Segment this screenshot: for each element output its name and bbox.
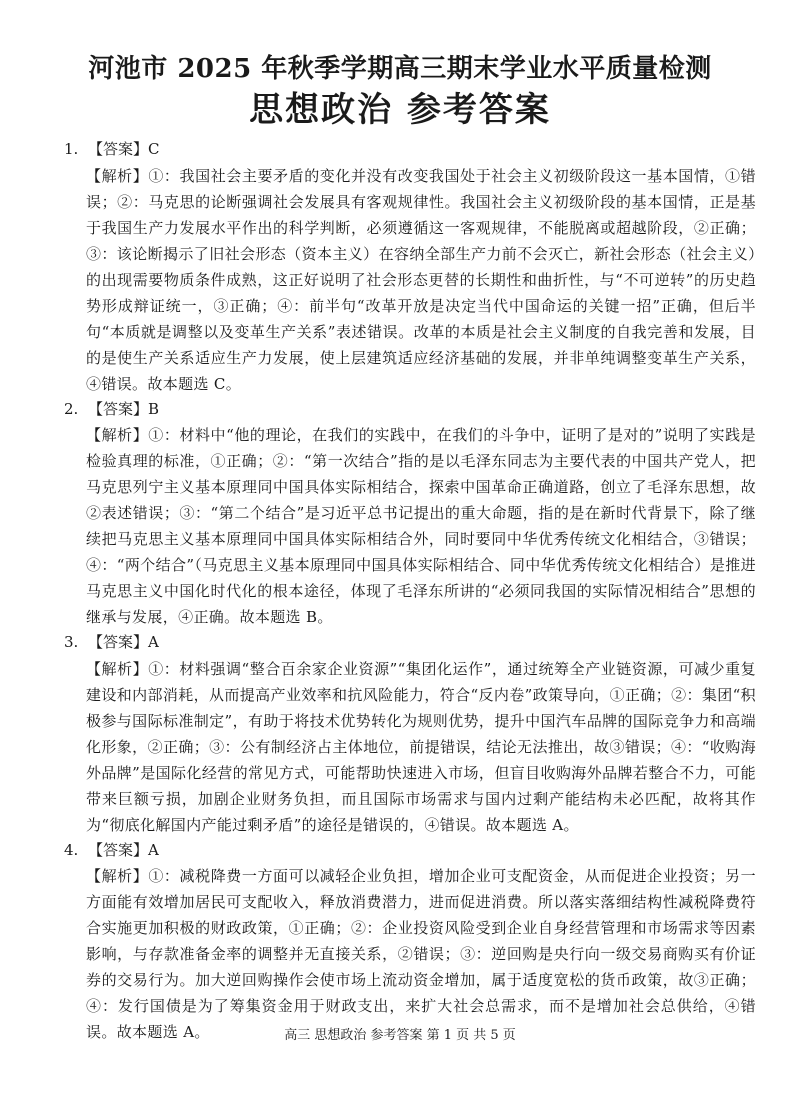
answer-choice: 【答案】A <box>88 840 159 859</box>
answer-item-1 <box>64 137 756 397</box>
answer-choice: 【答案】B <box>88 399 160 418</box>
answer-explanation: 【解析】①：材料强调“整合百余家企业资源”“集团化运作”，通过统筹全产业链资源，可减少重复建设和内部消耗，从而提高产业效率和抗风险能力，符合“反内卷”政策导向，①正确；②：集团“积极参与国际标准制定”，有助于将技术优势转化为规则优势，提升中国汽车品牌的国际竞争力和高端化形象，②正确；③：公有制经济占主体地位，前提错误，结论无法推出，故③错误；④：“收购海外品牌”是国际化经营的常见方式，可能帮助快速进入市场，但盲目收购海外品牌若整合不力，可能带来巨额亏损，加剧企业财务负担，而且国际市场需求与国内过剩产能结构未必匹配，故将其作为“彻底化解国内产能过剩矛盾”的途径是错误的，④错误。故本题选 A。 <box>86 659 756 834</box>
question-number: 3. <box>64 633 79 651</box>
answer-line <box>64 630 756 656</box>
answer-item-2 <box>64 397 756 631</box>
answer-choice: 【答案】A <box>88 633 159 651</box>
question-number: 2. <box>64 399 79 418</box>
exam-title: 河池市 2025 年秋季学期高三期末学业水平质量检测 <box>88 54 712 84</box>
answer-key-title: 思想政治 参考答案 <box>249 90 551 130</box>
answer-line <box>64 838 756 864</box>
answer-list <box>64 137 756 1045</box>
page-header <box>0 0 800 132</box>
answer-explanation: 【解析】①：材料中“他的理论，在我们的实践中，在我们的斗争中，证明了是对的”说明了实践是检验真理的标准，①正确；②：“第一次结合”指的是以毛泽东同志为主要代表的中国共产党人，把马克思列宁主义基本原理同中国具体实际相结合，探索中国革命正确道路，创立了毛泽东思想，故②表述错误；③：“第二个结合”是习近平总书记提出的重大命题，指的是在新时代背景下，除了继续把马克思主义基本原理同中国具体实际相结合外，同时要同中华优秀传统文化相结合，③错误；④：“两个结合”（马克思主义基本原理同中国具体实际相结合、同中华优秀传统文化相结合）是推进马克思主义中国化时代化的根本途径，体现了毛泽东所讲的“必须同我国的实际情况相结合”思想的继承与发展，④正确。故本题选 B。 <box>86 426 756 626</box>
answer-line <box>64 397 756 423</box>
answer-line <box>64 137 756 163</box>
answer-explanation: 【解析】①：我国社会主要矛盾的变化并没有改变我国处于社会主义初级阶段这一基本国情，①错误；②：马克思的论断强调社会发展具有客观规律性。我国社会主义初级阶段的基本国情，正是基于我国生产力发展水平作出的科学判断，必须遵循这一客观规律，不能脱离或超越阶段，②正确；③：该论断揭示了旧社会形态（资本主义）在容纳全部生产力前不会灭亡，新社会形态（社会主义）的出现需要物质条件成熟，这正好说明了社会形态更替的长期性和曲折性，与“不可逆转”的历史趋势形成辩证统一，③正确；④：前半句“改革开放是决定当代中国命运的关键一招”正确，但后半句“本质就是调整以及变革生产关系”表述错误。改革的本质是社会主义制度的自我完善和发展，目的是使生产关系适应生产力发展，使上层建筑适应经济基础的发展，并非单纯调整变革生产关系，④错误。故本题选 C。 <box>86 166 756 393</box>
question-number: 4. <box>64 840 79 859</box>
question-number: 1. <box>64 140 79 158</box>
answer-explanation: 【解析】①：减税降费一方面可以减轻企业负担，增加企业可支配资金，从而促进企业投资；另一方面能有效增加居民可支配收入，释放消费潜力，进而促进消费。所以落实落细结构性减税降费符合实施更加积极的财政政策，①正确；②：企业投资风险受到企业自身经营管理和市场需求等因素影响，与存款准备金率的调整并无直接关系，②错误；③：逆回购是央行向一级交易商购买有价证券的交易行为。加大逆回购操作会使市场上流动资金增加，属于适度宽松的货币政策，故③正确；④：发行国债是为了筹集资金用于财政支出，来扩大社会总需求，而不是增加社会总供给，④错误。故本题选 A。 <box>86 867 756 1041</box>
answer-choice: 【答案】C <box>88 140 160 158</box>
page-footer: 高三 思想政治 参考答案 第 1 页 共 5 页 <box>284 1028 516 1043</box>
answer-item-4 <box>64 838 756 1046</box>
answer-item-3 <box>64 630 756 838</box>
